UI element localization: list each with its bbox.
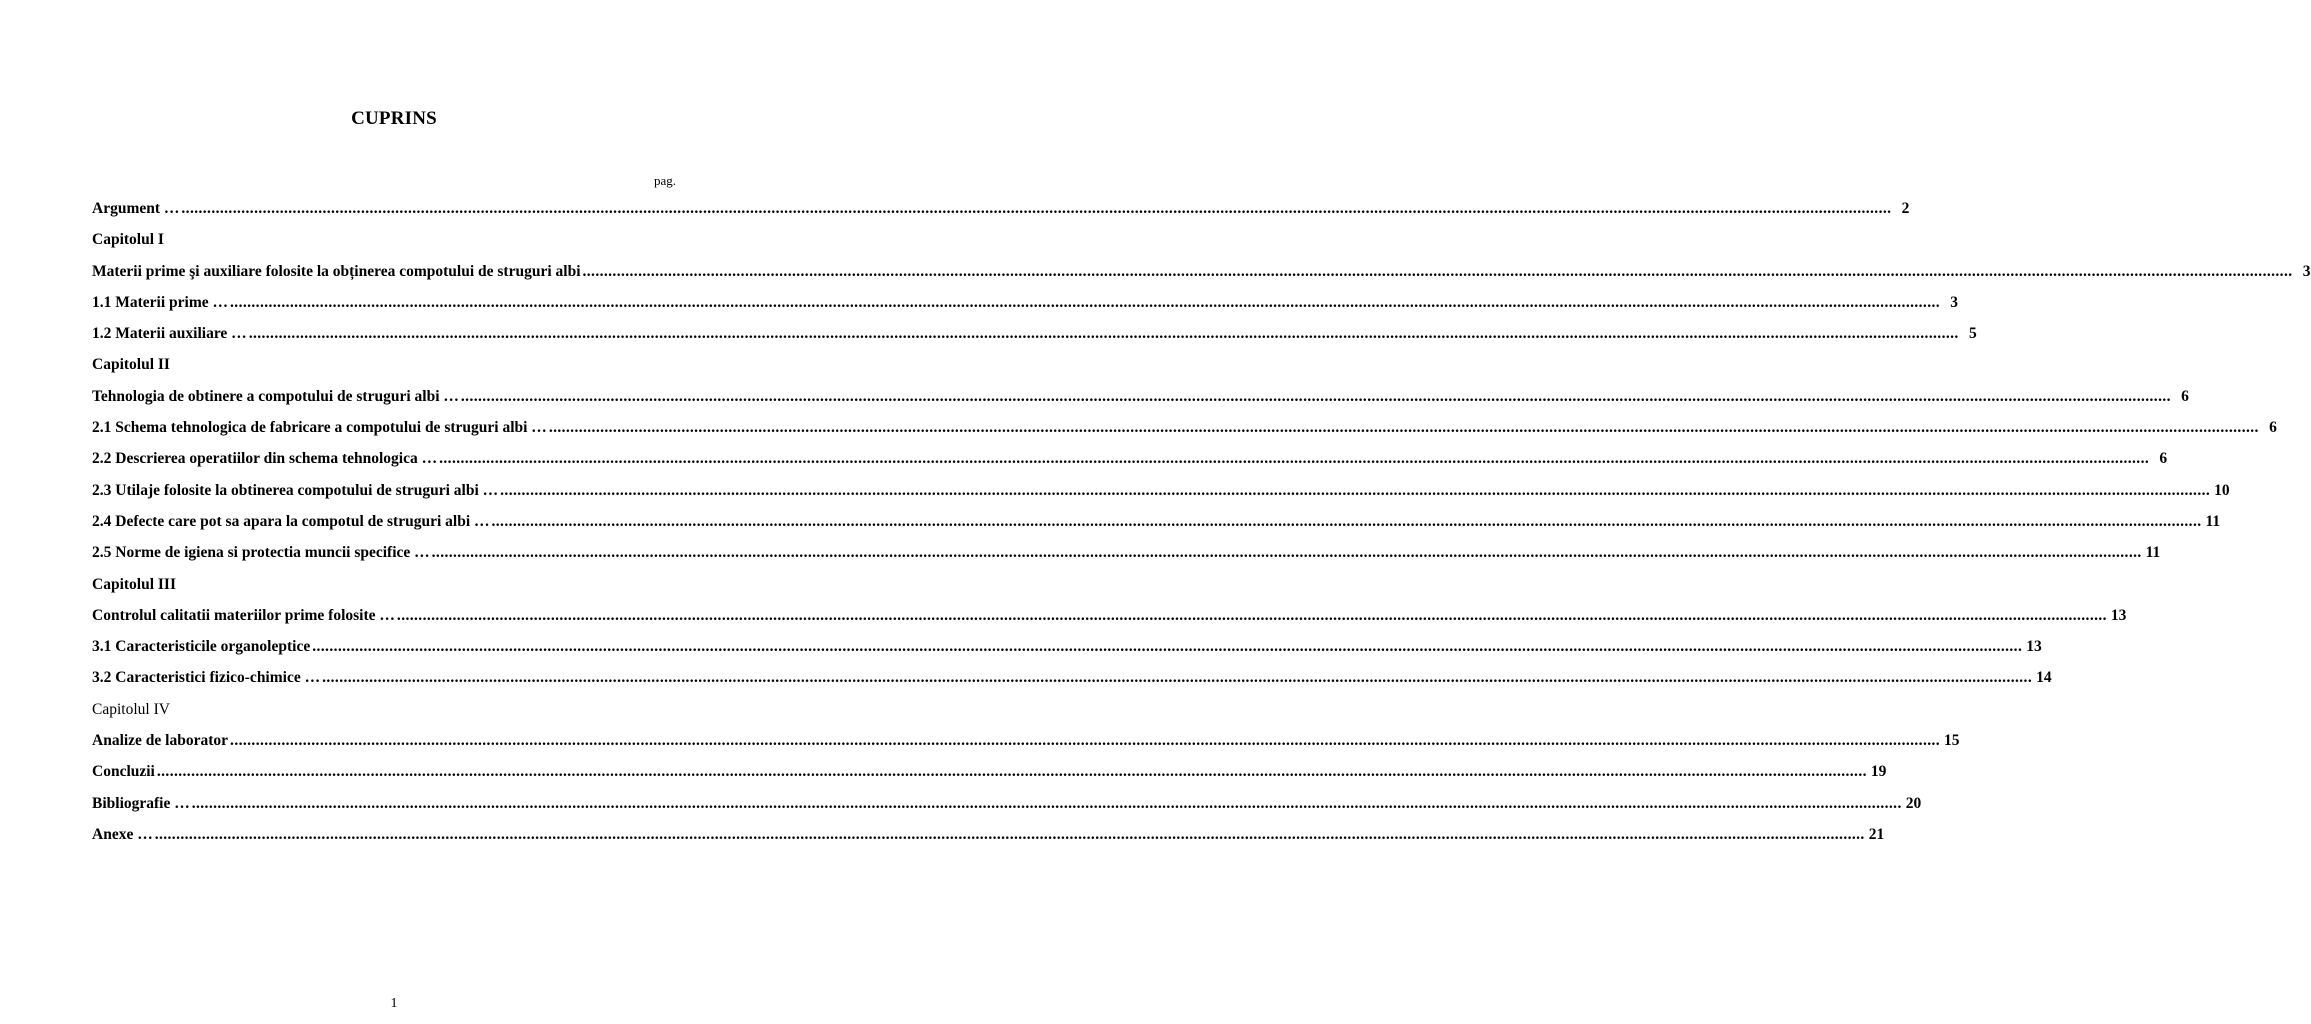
toc-entry — [92, 385, 2189, 416]
toc-entry — [92, 541, 2161, 572]
toc-dot-leader: ................................................................................................................................................................................................................................................................................................................................................................................................................ — [460, 387, 2171, 405]
toc-dot-leader: ................................................................................................................................................................................................................................................................................................................................................................................................................ — [582, 262, 2293, 280]
toc-page-number: 3 — [2302, 262, 2311, 280]
toc-entry — [92, 604, 2127, 635]
toc-dot-leader: ................................................................................................................................................................................................................................................................................................................................................................................................................ — [230, 293, 1941, 311]
toc-entry-label: Bibliografie … — [92, 794, 190, 812]
toc-heading-label: Capitolul III — [92, 575, 176, 593]
toc-entry — [92, 635, 2042, 666]
footer-page-number: 1 — [390, 996, 398, 1011]
toc-entry-label: 1.1 Materii prime … — [92, 293, 229, 311]
toc-page-number: 11 — [2205, 512, 2221, 530]
toc-dot-leader: ................................................................................................................................................................................................................................................................................................................................................................................................................ — [548, 419, 2259, 437]
toc-dot-leader: ................................................................................................................................................................................................................................................................................................................................................................................................................ — [312, 638, 2023, 656]
toc-dot-leader: ................................................................................................................................................................................................................................................................................................................................................................................................................ — [322, 669, 2033, 687]
toc-entry-label: 2.2 Descrierea operatiilor din schema tehnologica … — [92, 450, 438, 468]
toc-entry-label: Analize de laborator — [92, 732, 229, 750]
toc-page-number: 20 — [1905, 794, 1922, 812]
toc-entry — [92, 729, 1960, 760]
toc-entry — [92, 666, 2052, 697]
toc-entry-label: 2.1 Schema tehnologica de fabricare a compotului de struguri albi … — [92, 419, 547, 437]
toc-dot-leader: ................................................................................................................................................................................................................................................................................................................................................................................................................ — [248, 325, 1959, 343]
toc-entry-label: 2.3 Utilaje folosite la obtinerea compotului de struguri albi … — [92, 481, 499, 499]
toc-page-number: 13 — [2026, 638, 2042, 656]
toc-entry — [92, 479, 2230, 510]
toc-heading-label: Capitolul II — [92, 356, 170, 374]
toc-chapter-heading — [92, 353, 695, 384]
toc-dot-leader: ................................................................................................................................................................................................................................................................................................................................................................................................................ — [439, 450, 2150, 468]
toc-entry — [92, 760, 1887, 791]
toc-entry-label: 2.4 Defecte care pot sa apara la compotul de struguri albi … — [92, 512, 490, 530]
toc-page-number: 5 — [1968, 325, 1977, 343]
toc-page-number: 2 — [1901, 200, 1910, 217]
toc-dot-leader: ................................................................................................................................................................................................................................................................................................................................................................................................................ — [500, 481, 2211, 499]
toc-dot-leader: ................................................................................................................................................................................................................................................................................................................................................................................................................ — [191, 794, 1902, 812]
toc-dot-leader: ................................................................................................................................................................................................................................................................................................................................................................................................................ — [431, 544, 2142, 562]
toc-entry-label: Argument … — [92, 200, 180, 217]
toc-page-number: 21 — [1868, 825, 1885, 843]
toc-chapter-heading — [92, 573, 695, 604]
toc-entry — [92, 260, 2311, 291]
toc-entry-label: 2.5 Norme de igiena si protectia muncii specifice … — [92, 544, 430, 562]
toc-chapter-heading — [92, 228, 695, 259]
toc-entry — [92, 510, 2221, 541]
toc-page-number: 6 — [2269, 419, 2277, 437]
document-title: CUPRINS — [351, 108, 437, 129]
toc-dot-leader: ................................................................................................................................................................................................................................................................................................................................................................................................................ — [491, 512, 2202, 530]
toc-entry — [92, 416, 2277, 447]
toc-entry-label: Tehnologia de obtinere a compotului de struguri albi … — [92, 387, 459, 405]
toc-entry-label: 1.2 Materii auxiliare … — [92, 325, 247, 343]
toc-page-number: 10 — [2214, 481, 2230, 499]
toc-heading-label: Capitolul I — [92, 231, 164, 249]
toc-entry-label: 3.1 Caracteristicile organoleptice — [92, 638, 311, 656]
toc-entry — [92, 823, 1885, 854]
toc-dot-leader: ................................................................................................................................................................................................................................................................................................................................................................................................................ — [181, 200, 1892, 217]
toc-page-number: 6 — [2181, 387, 2189, 405]
toc-page-number: 13 — [2110, 606, 2127, 624]
toc-entry — [92, 322, 1977, 353]
toc-entry — [92, 291, 1959, 322]
toc-entry — [92, 447, 2168, 478]
toc-entry-label: Anexe … — [92, 825, 153, 843]
toc-page-number: 6 — [2159, 450, 2168, 468]
page-column-label: pag. — [654, 173, 677, 188]
table-of-contents — [92, 197, 2311, 854]
toc-entry-label: 3.2 Caracteristici fizico-chimice … — [92, 669, 321, 687]
toc-page-number: 19 — [1870, 763, 1887, 781]
toc-heading-label: Capitolul IV — [92, 700, 170, 718]
toc-page-number: 3 — [1950, 293, 1959, 311]
toc-dot-leader: ................................................................................................................................................................................................................................................................................................................................................................................................................ — [154, 825, 1865, 843]
toc-dot-leader: ................................................................................................................................................................................................................................................................................................................................................................................................................ — [396, 606, 2107, 624]
toc-entry-label: Materii prime şi auxiliare folosite la obținerea compotului de struguri albi — [92, 262, 581, 280]
toc-entry — [92, 792, 1922, 823]
toc-entry-label: Controlul calitatii materiilor prime folosite … — [92, 606, 395, 624]
toc-page-number: 14 — [2036, 669, 2052, 687]
toc-chapter-heading — [92, 698, 695, 729]
toc-page-number: 15 — [1944, 732, 1960, 750]
toc-entry — [92, 197, 1910, 228]
toc-page-number: 11 — [2145, 544, 2161, 562]
toc-dot-leader: ................................................................................................................................................................................................................................................................................................................................................................................................................ — [230, 732, 1941, 750]
toc-entry-label: Concluzii — [92, 763, 155, 781]
toc-dot-leader: ................................................................................................................................................................................................................................................................................................................................................................................................................ — [156, 763, 1867, 781]
